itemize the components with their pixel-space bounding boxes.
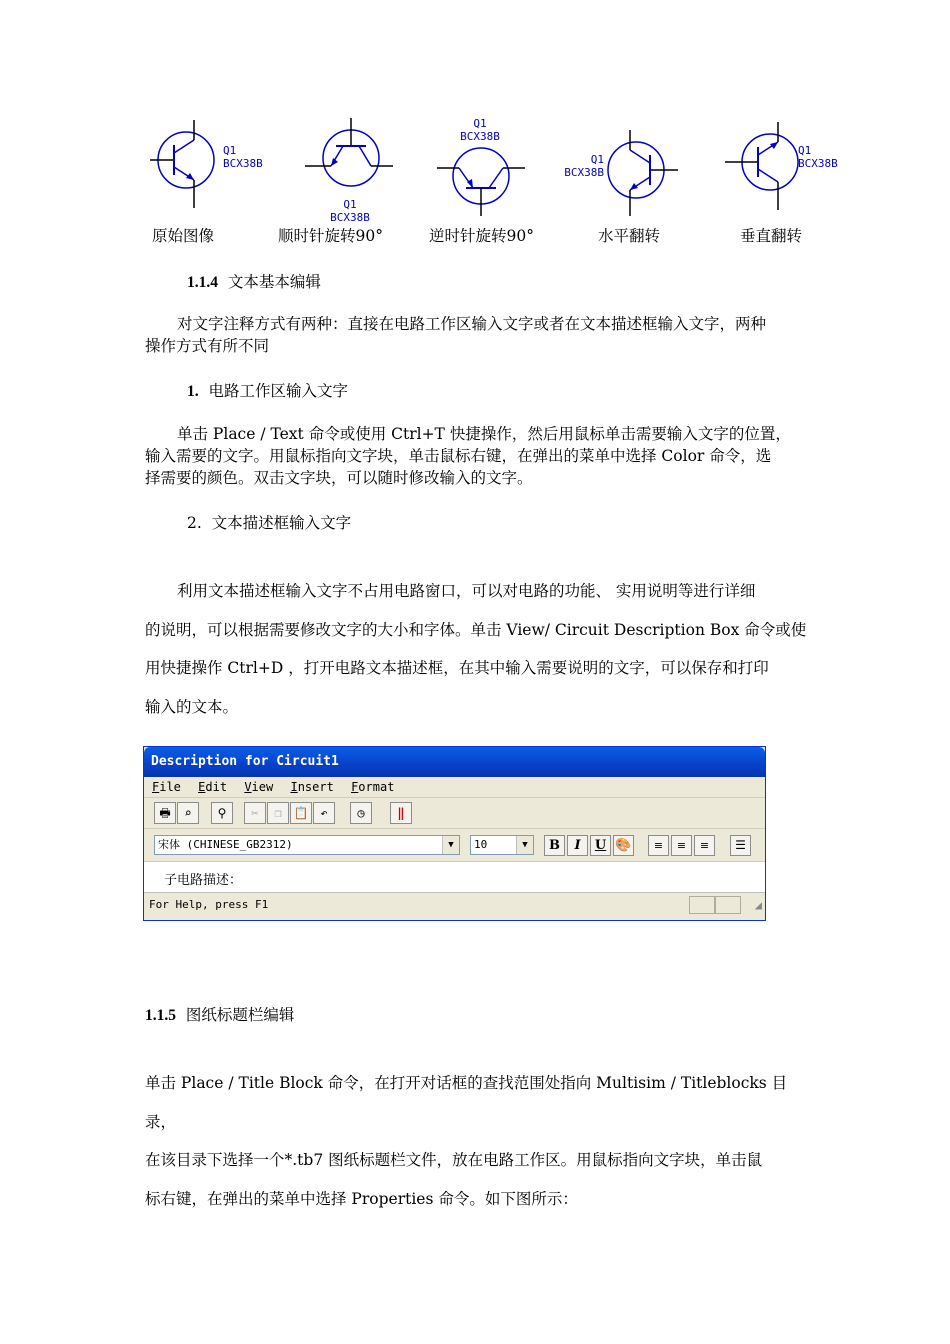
cut-icon[interactable]: ✂: [244, 802, 266, 824]
menu-insert[interactable]: Insert: [290, 780, 334, 794]
paragraph-titleblock: [145, 1064, 807, 1218]
subheading-1: [187, 379, 348, 401]
symbol-rotate-ccw: [437, 118, 532, 222]
insert-datetime-icon[interactable]: ◷: [350, 802, 372, 824]
text-line: 输入的文本。: [145, 697, 239, 716]
text-line: 用快捷操作 Ctrl+D ，打开电路文本描述框，在其中输入需要说明的文字，可以保存和打印: [145, 659, 769, 677]
caption-original: 原始图像: [152, 227, 215, 245]
caption-flip-vertical: 垂直翻转: [740, 227, 803, 245]
text-line: 利用文本描述框输入文字不占用电路窗口，可以对电路的功能、 实用说明等进行详细: [177, 582, 756, 600]
subheading-title: 文本描述框输入文字: [211, 514, 352, 532]
pause-icon[interactable]: ‖: [390, 802, 412, 824]
font-size-select[interactable]: [470, 835, 534, 855]
bold-icon[interactable]: B: [544, 835, 565, 856]
status-text: For Help, press F1: [149, 898, 269, 911]
underline-icon[interactable]: U: [590, 835, 611, 856]
menu-format[interactable]: Format: [351, 780, 395, 794]
status-pane: [715, 896, 741, 914]
paragraph-intro: [145, 313, 807, 357]
menu-edit[interactable]: Edit: [198, 780, 228, 794]
italic-icon[interactable]: I: [567, 835, 588, 856]
designator-label: Q1: [798, 144, 812, 157]
main-toolbar: [144, 798, 765, 829]
caption-rotate-ccw: 逆时针旋转90°: [429, 227, 534, 245]
paragraph-sub2: [145, 572, 807, 726]
undo-icon[interactable]: ↶: [313, 802, 335, 824]
description-text-area[interactable]: [144, 862, 765, 893]
format-toolbar: [144, 829, 765, 862]
text-line: 在该目录下选择一个*.tb7 图纸标题栏文件，放在电路工作区。用鼠标指向文字块，单击鼠: [145, 1151, 763, 1169]
subheading-title: 电路工作区输入文字: [208, 382, 348, 400]
symbol-flip-horizontal: [558, 128, 683, 224]
text-line: 操作方式有所不同: [145, 337, 270, 355]
font-size-value: 10: [474, 838, 488, 851]
model-label: BCX38B: [798, 157, 838, 170]
caption-flip-horizontal: 水平翻转: [598, 227, 661, 245]
status-pane: [689, 896, 715, 914]
dialog-titlebar: Description for Circuit1: [144, 747, 765, 777]
section-heading-114: [187, 270, 321, 292]
subheading-2: [187, 511, 351, 533]
align-center-icon[interactable]: ≡: [671, 835, 692, 856]
text-line: 择需要的颜色。双击文字块，可以随时修改输入的文字。: [145, 469, 533, 487]
section-number: 1.1.5: [145, 1007, 176, 1024]
model-label: BCX38B: [460, 130, 500, 143]
paste-icon[interactable]: 📋: [290, 802, 312, 824]
menu-view[interactable]: View: [244, 780, 274, 794]
text-line: 单击 Place / Title Block 命令，在打开对话框的查找范围处指向 Multisim / Titleblocks 目录，: [145, 1074, 788, 1131]
font-value: 宋体 (CHINESE_GB2312): [158, 838, 293, 851]
text-line: 对文字注释方式有两种：直接在电路工作区输入文字或者在文本描述框输入文字，两种: [177, 315, 767, 333]
model-label: BCX38B: [223, 157, 263, 170]
subheading-number: 2.: [187, 514, 202, 532]
description-dialog: [143, 746, 766, 921]
align-left-icon[interactable]: ≡: [648, 835, 669, 856]
model-label: BCX38B: [330, 211, 370, 224]
designator-label: Q1: [343, 198, 357, 211]
bullets-icon[interactable]: ☰: [730, 835, 751, 856]
section-heading-115: [145, 1003, 294, 1025]
resize-grip-icon[interactable]: ◢: [754, 898, 762, 912]
paragraph-sub1: [145, 423, 807, 489]
align-right-icon[interactable]: ≡: [694, 835, 715, 856]
symbol-original: [150, 120, 280, 219]
font-select[interactable]: [154, 835, 460, 855]
symbol-rotate-cw: [305, 118, 400, 224]
subheading-number: 1.: [187, 383, 199, 400]
color-palette-icon[interactable]: 🎨: [613, 835, 634, 856]
print-preview-icon[interactable]: ⌕: [177, 802, 199, 824]
model-label: BCX38B: [564, 166, 604, 179]
text-line: 输入需要的文字。用鼠标指向文字块，单击鼠标右键，在弹出的菜单中选择 Color 命令，选: [145, 447, 772, 465]
copy-icon[interactable]: ❐: [267, 802, 289, 824]
section-number: 1.1.4: [187, 274, 218, 291]
menu-file[interactable]: File: [152, 780, 181, 794]
chevron-down-icon[interactable]: ▼: [516, 836, 533, 854]
print-icon[interactable]: 🖶: [154, 802, 176, 824]
description-text: 子电路描述：: [164, 873, 243, 888]
menu-bar: [144, 777, 765, 798]
find-icon[interactable]: ⚲: [211, 802, 233, 824]
caption-rotate-cw: 顺时针旋转90°: [278, 227, 383, 245]
text-line: 的说明，可以根据需要修改文字的大小和字体。单击 View/ Circuit Description Box 命令或使: [145, 620, 807, 639]
symbol-flip-vertical: [725, 120, 850, 219]
section-title: 图纸标题栏编辑: [185, 1006, 295, 1024]
text-line: 单击 Place / Text 命令或使用 Ctrl+T 快捷操作，然后用鼠标单击需要输入文字的位置，: [177, 425, 791, 443]
text-line: 标右键，在弹出的菜单中选择 Properties 命令。如下图所示：: [145, 1189, 578, 1208]
designator-label: Q1: [473, 117, 487, 130]
status-bar: [144, 893, 765, 917]
section-title: 文本基本编辑: [227, 273, 321, 291]
designator-label: Q1: [223, 144, 237, 157]
designator-label: Q1: [590, 153, 604, 166]
chevron-down-icon[interactable]: ▼: [442, 836, 459, 854]
